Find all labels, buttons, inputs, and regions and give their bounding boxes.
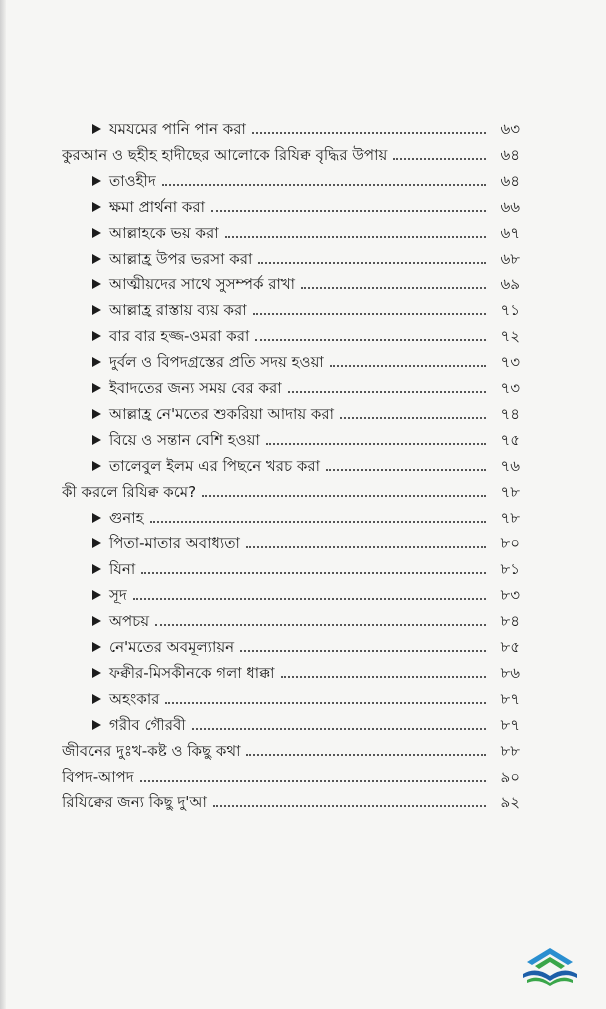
toc-entry-title: পিতা-মাতার অবাধ্যতা xyxy=(109,534,240,553)
toc-entry xyxy=(92,604,520,630)
toc-entry xyxy=(92,656,520,682)
toc-entry-page: ৬৯ xyxy=(500,275,520,294)
bullet-triangle-icon xyxy=(92,202,101,212)
dot-leader xyxy=(155,624,486,626)
toc-entry xyxy=(92,423,520,449)
page-edge xyxy=(0,0,6,1009)
toc-entry xyxy=(92,267,520,293)
toc-entry-page: ৮৩ xyxy=(500,586,520,605)
toc-entry xyxy=(92,345,520,371)
dot-leader xyxy=(150,521,487,523)
toc-entry-title: তাওহীদ xyxy=(109,171,156,190)
toc-entry-page: ৮৫ xyxy=(500,638,520,656)
toc-entry-title: আল্লাহ্র নে'মতের শুকরিয়া আদায় করা xyxy=(109,404,335,423)
toc-entry-title: বার বার হজ্জ-ওমরা করা xyxy=(109,327,250,346)
bullet-triangle-icon xyxy=(92,176,101,186)
toc-entry-page: ৭৫ xyxy=(500,430,520,449)
toc-entry-title: বিয়ে ও সন্তান বেশি হওয়া xyxy=(109,430,260,449)
toc-entry-title: ক্ষমা প্রার্থনা করা xyxy=(109,197,206,216)
toc-entry-title: ইবাদতের জন্য সময় বের করা xyxy=(109,379,282,397)
toc-entry-title: গুনাহ xyxy=(109,508,144,527)
toc-entry-page: ৭২ xyxy=(500,327,520,346)
toc-entry-page: ৮৬ xyxy=(500,663,520,682)
dot-leader xyxy=(393,158,486,160)
toc-entry xyxy=(92,242,520,268)
toc-entry xyxy=(92,552,520,578)
toc-entry-page: ৯২ xyxy=(500,793,520,812)
bullet-triangle-icon xyxy=(92,124,101,134)
bullet-triangle-icon xyxy=(92,254,101,264)
toc-entry-title: নে'মতের অবমূল্যায়ন xyxy=(109,638,235,656)
toc-entry-title: যিনা xyxy=(109,560,136,579)
bullet-triangle-icon xyxy=(92,668,101,678)
toc-entry-page: ৬৪ xyxy=(500,145,520,164)
toc-entry-title: সূদ xyxy=(109,586,127,605)
toc-entry-title: কী করলে রিযিক্ব কমে? xyxy=(62,482,197,501)
dot-leader xyxy=(165,702,486,704)
dot-leader xyxy=(211,210,486,212)
bullet-triangle-icon xyxy=(92,305,101,315)
dot-leader xyxy=(266,443,486,445)
toc-entry-title: দুর্বল ও বিপদগ্রস্তের প্রতি সদয় হওয়া xyxy=(109,353,324,372)
toc-entry-page: ৭৬ xyxy=(500,456,520,475)
toc-entry xyxy=(62,760,520,786)
toc-entry-page: ৭৪ xyxy=(500,404,520,423)
toc-entry-page: ৬৮ xyxy=(500,249,520,268)
dot-leader xyxy=(133,598,486,600)
toc-entry-page: ৮৪ xyxy=(500,612,520,631)
toc-entry-title: তালেবুল ইলম এর পিছনে খরচ করা xyxy=(109,456,320,475)
dot-leader xyxy=(246,546,486,548)
dot-leader xyxy=(258,262,486,264)
toc-entry-page: ৭৮ xyxy=(500,482,520,501)
bullet-triangle-icon xyxy=(92,513,101,523)
bullet-triangle-icon xyxy=(92,409,101,419)
toc-entry-title: গরীব গৌরবী xyxy=(109,715,186,734)
toc-entry xyxy=(92,319,520,345)
dot-leader xyxy=(301,287,486,289)
toc-entry-page: ৮৭ xyxy=(500,689,520,708)
dot-leader xyxy=(330,365,486,367)
bullet-triangle-icon xyxy=(92,331,101,341)
toc-entry-title: আত্মীয়দের সাথে সুসম্পর্ক রাখা xyxy=(109,275,296,294)
toc-entry-page: ৭১ xyxy=(500,301,520,320)
toc-entry xyxy=(62,475,520,501)
toc-entry-title: যমযমের পানি পান করা xyxy=(109,120,246,138)
toc-entry-title: কুরআন ও ছহীহ হাদীছের আলোকে রিযিক্ব বৃদ্ধির উপায় xyxy=(62,145,388,164)
toc-entry-page: ৮৮ xyxy=(500,741,520,760)
toc-entry xyxy=(92,449,520,475)
toc-entry-title: অহংকার xyxy=(109,689,160,708)
toc-entry xyxy=(92,293,520,319)
dot-leader xyxy=(340,417,486,419)
dot-leader xyxy=(288,391,486,393)
toc-entry-page: ৬৬ xyxy=(500,197,520,216)
dot-leader xyxy=(192,728,486,730)
toc-entry-page: ৮০ xyxy=(500,534,520,553)
bullet-triangle-icon xyxy=(92,538,101,548)
bullet-triangle-icon xyxy=(92,357,101,367)
publisher-logo-icon xyxy=(521,944,579,986)
toc-entry xyxy=(92,526,520,552)
dot-leader xyxy=(326,469,486,471)
toc-entry xyxy=(62,734,520,760)
toc-entry-page: ৬৩ xyxy=(500,120,520,138)
dot-leader xyxy=(240,650,486,652)
bullet-triangle-icon xyxy=(92,564,101,574)
bullet-triangle-icon xyxy=(92,590,101,600)
toc-entry-title: বিপদ-আপদ xyxy=(62,767,134,786)
dot-leader xyxy=(253,313,486,315)
dot-leader xyxy=(213,805,486,807)
dot-leader xyxy=(140,780,486,782)
toc-entry-title: ফক্বীর-মিসকীনকে গলা ধাক্কা xyxy=(109,663,275,682)
toc-entry xyxy=(92,112,520,138)
toc-entry-page: ৭৩ xyxy=(500,353,520,372)
toc-entry xyxy=(92,397,520,423)
toc-entry xyxy=(62,138,520,164)
toc-entry xyxy=(92,682,520,708)
toc-entry-page: ৬৪ xyxy=(500,171,520,190)
dot-leader xyxy=(255,339,486,341)
toc-entry-title: আল্লাহ্র রাস্তায় ব্যয় করা xyxy=(109,301,247,320)
toc-entry-title: রিযিক্বের জন্য কিছু দু'আ xyxy=(62,793,207,812)
dot-leader xyxy=(281,676,486,678)
dot-leader xyxy=(141,572,486,574)
dot-leader xyxy=(252,132,486,134)
toc-entry xyxy=(92,578,520,604)
toc-entry xyxy=(92,164,520,190)
toc-entry-page: ৮১ xyxy=(500,560,520,579)
toc-entry-title: আল্লাহ্র উপর ভরসা করা xyxy=(109,249,253,268)
bullet-triangle-icon xyxy=(92,720,101,730)
toc-entry xyxy=(92,216,520,242)
toc-entry xyxy=(92,371,520,397)
toc-entry-title: আল্লাহকে ভয় করা xyxy=(109,223,219,242)
dot-leader xyxy=(202,495,486,497)
toc-entry-title: অপচয় xyxy=(109,612,150,631)
toc-entry-page: ৭৮ xyxy=(500,508,520,527)
toc-entry-page: ৬৭ xyxy=(500,223,520,242)
bullet-triangle-icon xyxy=(92,228,101,238)
bullet-triangle-icon xyxy=(92,616,101,626)
toc-entry xyxy=(92,190,520,216)
toc-entry xyxy=(62,785,520,811)
toc-entry xyxy=(92,501,520,527)
toc-entry-page: ৭৩ xyxy=(500,379,520,397)
bullet-triangle-icon xyxy=(92,383,101,393)
bullet-triangle-icon xyxy=(92,435,101,445)
toc-entry-page: ৮৭ xyxy=(500,715,520,734)
toc-entry-page: ৯০ xyxy=(500,767,520,786)
toc-entry xyxy=(92,708,520,734)
toc-entry-title: জীবনের দুঃখ-কষ্ট ও কিছু কথা xyxy=(62,741,241,760)
dot-leader xyxy=(162,184,486,186)
bullet-triangle-icon xyxy=(92,642,101,652)
dot-leader xyxy=(246,754,486,756)
dot-leader xyxy=(225,236,486,238)
toc-entry xyxy=(92,630,520,656)
bullet-triangle-icon xyxy=(92,461,101,471)
bullet-triangle-icon xyxy=(92,279,101,289)
bullet-triangle-icon xyxy=(92,694,101,704)
